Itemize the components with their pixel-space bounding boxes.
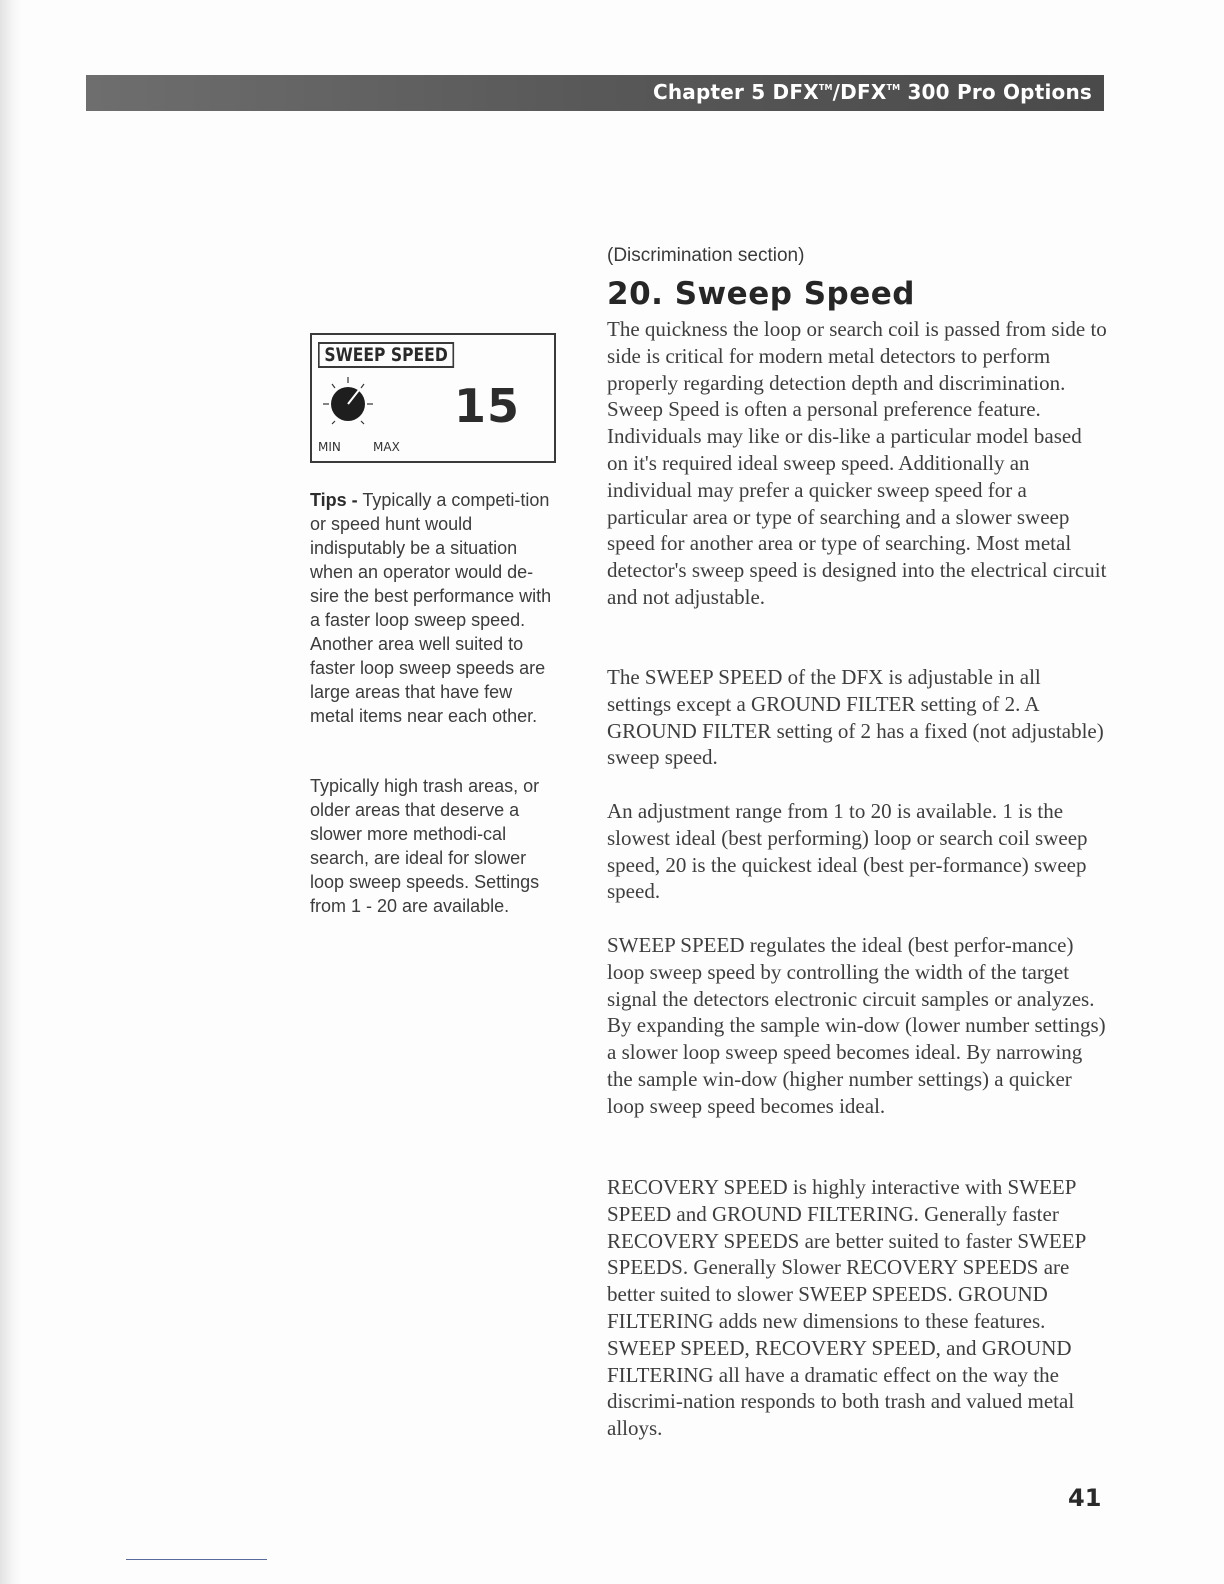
control-label: SWEEP SPEED [318, 342, 454, 368]
trademark-mark: TM [818, 83, 833, 92]
chapter-header-bar [86, 75, 1104, 111]
tips-paragraph-1 [310, 488, 560, 728]
sweep-speed-control-panel [310, 333, 556, 463]
section-title: 20. Sweep Speed [607, 276, 915, 312]
tips-text: Typically a competi-tion or speed hunt would indisputably be a situation when an operator would de-sire the best performance with a faster loop sweep speed. Another area well suited to faster loop sweep speeds are large areas that have few metal items near each other. [310, 490, 552, 726]
chapter-title-middle: /DFX [832, 80, 887, 104]
chapter-title-prefix: Chapter 5 DFX [652, 80, 819, 104]
tips-paragraph-2: Typically high trash areas, or older areas that deserve a slower more methodi-cal search, are ideal for slower loop sweep speeds. Settings from 1 - 20 are available. [310, 776, 540, 916]
knob-max-label: MAX [373, 440, 400, 454]
page-number: 41 [1068, 1484, 1102, 1512]
body-paragraph: The SWEEP SPEED of the DFX is adjustable in all settings except a GROUND FILTER setting of 2. A GROUND FILTER setting of 2 has a fixed (not adjustable) sweep speed. [607, 665, 1104, 770]
body-paragraph: SWEEP SPEED regulates the ideal (best perfor-mance) loop sweep speed by controlling the width of the target signal the detectors electronic circuit samples or analyzes. By expanding the sample win-dow (lower number settings) a slower loop sweep speed becomes ideal. By narrowing the sample win-dow (higher number settings) a quicker loop sweep speed becomes ideal. [607, 933, 1106, 1118]
control-value-display: 15 [453, 379, 520, 433]
knob-dial-icon [320, 375, 400, 439]
knob-min-label: MIN [318, 440, 341, 454]
body-paragraph: The quickness the loop or search coil is passed from side to side is critical for modern metal detectors to perform properly regarding detection depth and discrimination. Sweep Speed is often a personal preference feature. Individuals may like or dis-like a particular model based on it's required ideal sweep speed. Additionally an individual may prefer a quicker sweep speed for a particular area or type of searching and a slower sweep speed for another area or type of searching. Most metal detector's sweep speed is designed into the electrical circuit and not adjustable. [607, 317, 1107, 609]
chapter-title-suffix: 300 Pro Options [900, 80, 1092, 104]
body-paragraph: RECOVERY SPEED is highly interactive with SWEEP SPEED and GROUND FILTERING. Generally faster RECOVERY SPEEDS are better suited to faster SWEEP SPEEDS. Generally Slower RECOVERY SPEEDS are better suited to slower SWEEP SPEEDS. GROUND FILTERING adds new dimensions to these features. SWEEP SPEED, RECOVERY SPEED, and GROUND FILTERING all have a dramatic effect on the way the discrimi-nation responds to both trash and valued metal alloys. [607, 1175, 1086, 1441]
footer-rule [126, 1559, 267, 1560]
body-paragraph: An adjustment range from 1 to 20 is available. 1 is the slowest ideal (best performing) loop or search coil sweep speed, 20 is the quickest ideal (best per-formance) sweep speed. [607, 799, 1088, 904]
chapter-title [653, 80, 1092, 104]
trademark-mark: TM [886, 83, 901, 92]
binding-shadow [0, 0, 22, 1584]
section-label: (Discrimination section) [607, 245, 805, 266]
tips-lead: Tips - [310, 490, 358, 510]
